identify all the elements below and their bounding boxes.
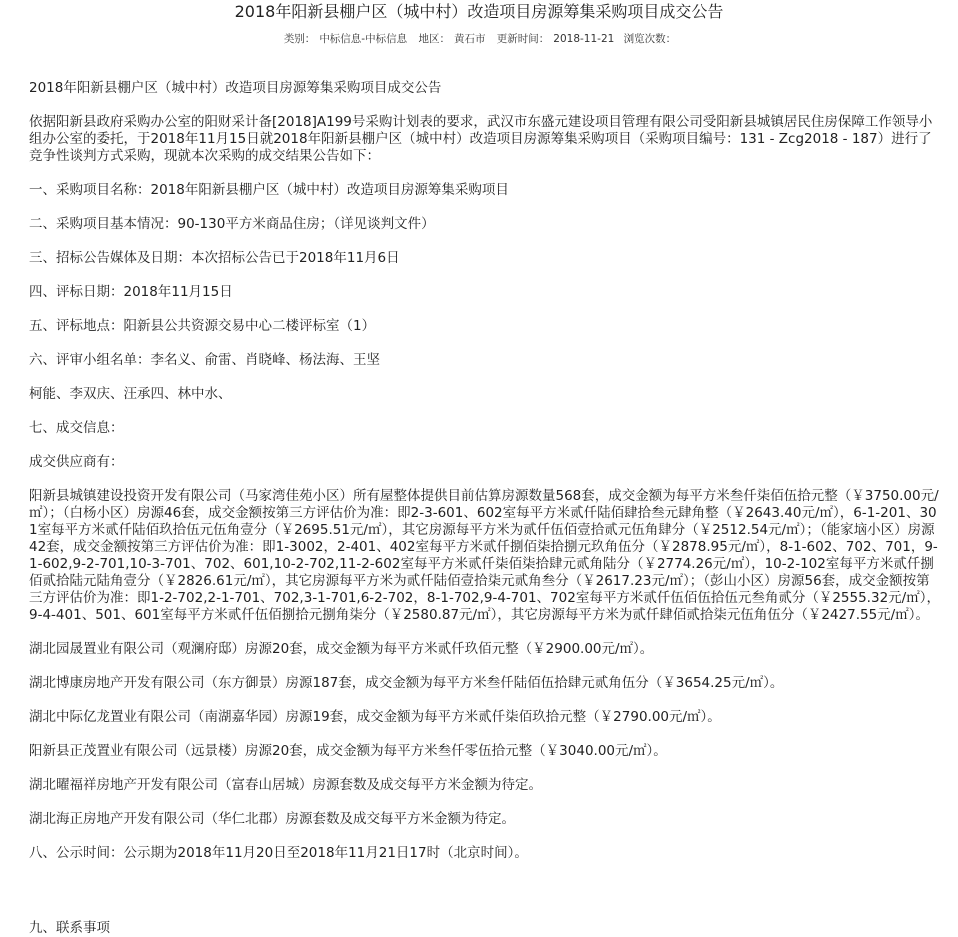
supplier-entry: 湖北海正房地产开发有限公司（华仁北郡）房源套数及成交每平方米金额为待定。 [29,811,515,827]
meta-region-value: 黄石市 [453,33,486,45]
supplier-entry: 湖北中际亿龙置业有限公司（南湖嘉华园）房源19套，成交金额为每平方米贰仟柒佰玖拾元整（￥2790.00元/㎡）。 [29,709,721,725]
meta-category-label: 类别： [283,33,316,45]
meta-region-label: 地区： [418,33,450,45]
meta-category-value: 中标信息-中标信息 [319,33,408,45]
meta-category [282,33,409,45]
meta-region [416,33,487,45]
item-contact-partial: 九、联系事项 [29,920,110,936]
item-announcement-date: 三、招标公告媒体及日期：本次招标公告已于2018年11月6日 [29,250,400,266]
suppliers-label: 成交供应商有： [29,454,124,470]
article-body [29,80,941,879]
item-evaluation-date: 四、评标日期：2018年11月15日 [29,284,233,300]
item-publicity-period: 八、公示时间：公示期为2018年11月20日至2018年11月21日17时（北京时间）。 [29,845,528,861]
item-deal-info: 七、成交信息： [29,420,124,436]
supplier-entry: 阳新县城镇建设投资开发有限公司（马家湾佳苑小区）所有屋整体提供目前估算房源数量568套，成交金额为每平方米叁仟柒佰伍拾元整（￥3750.00元/㎡）；（白杨小区）房源46套，成交金额按第三方评估价为准：即2-3-601、602室每平方米贰仟陆佰肆拾叁元肆角整（￥2643.40元/㎡），6-1-201、301室每平方米贰仟陆佰玖拾伍元伍角壹分（￥2695.51元/㎡），其它房源每平方米为贰仟伍佰壹拾贰元伍角肆分（￥2512.54元/㎡）；（能家垴小区）房源42套，成交金额按第三方评估价为准：即1-3002，2-401、402室每平方米贰仟捌佰柒拾捌元玖角伍分（￥2878.95元/㎡），8-1-602、702、701，9-1-602,9-2-701,10-3-701、702、601,10-2-702,11-2-602室每平方米贰仟柒佰柒拾肆元贰角陆分（￥2774.26元/㎡），10-2-102室每平方米贰仟捌佰贰拾陆元陆角壹分（￥2826.61元/㎡），其它房源每平方米为贰仟陆佰壹拾柒元贰角叁分（￥2617.23元/㎡）；（彭山小区）房源56套，成交金额按第三方评估价为准：即1-2-702,2-1-701、702,3-1-701,6-2-702，8-1-702,9-4-701、702室每平方米贰仟伍佰伍拾伍元叁角贰分（￥2555.32元/㎡），9-4-401、501、601室每平方米贰仟伍佰捌拾元捌角柒分（￥2580.87元/㎡），其它房源每平方米为贰仟肆佰贰拾柒元伍角伍分（￥2427.55元/㎡）。 [29,488,940,623]
page-title: 2018年阳新县棚户区（城中村）改造项目房源筹集采购项目成交公告 [234,2,724,21]
supplier-entry: 湖北园晟置业有限公司（观澜府邸）房源20套，成交金额为每平方米贰仟玖佰元整（￥2900.00元/㎡）。 [29,641,654,657]
doc-title: 2018年阳新县棚户区（城中村）改造项目房源筹集采购项目成交公告 [29,80,442,96]
intro-paragraph: 依据阳新县政府采购办公室的阳财采计备[2018]A199号采购计划表的要求，武汉市东盛元建设项目管理有限公司受阳新县城镇居民住房保障工作领导小组办公室的委托，于2018年11月15日就2018年阳新县棚户区（城中村）改造项目房源筹集采购项目（采购项目编号：131 - Zcg2018 - 187）进行了竞争性谈判方式采购，现就本次采购的成交结果公告如下： [29,114,933,164]
item-evaluation-location: 五、评标地点：阳新县公共资源交易中心二楼评标室（1） [29,318,376,334]
meta-updated-label: 更新时间： [496,33,550,45]
supplier-entry: 湖北曜福祥房地产开发有限公司（富春山居城）房源套数及成交每平方米金额为待定。 [29,777,542,793]
item-panel-members: 六、评审小组名单：李名义、俞雷、肖晓峰、杨法海、王坚 [29,352,380,368]
item-project-name: 一、采购项目名称：2018年阳新县棚户区（城中村）改造项目房源筹集采购项目 [29,182,509,198]
meta-updated [495,33,617,45]
supplier-entry: 阳新县正茂置业有限公司（远景楼）房源20套，成交金额为每平方米叁仟零伍拾元整（￥3040.00元/㎡）。 [29,743,667,759]
supplier-entry: 湖北博康房地产开发有限公司（东方御景）房源187套，成交金额为每平方米叁仟陆佰伍拾肆元贰角伍分（￥3654.25元/㎡）。 [29,675,784,691]
item-project-basic: 二、采购项目基本情况：90-130平方米商品住房；（详见谈判文件） [29,216,435,232]
meta-views: 浏览次数： [623,33,677,45]
meta-updated-value: 2018-11-21 [553,33,615,45]
item-panel-members-cont: 柯能、李双庆、汪承四、林中水、 [29,386,232,402]
article-meta [0,32,958,46]
